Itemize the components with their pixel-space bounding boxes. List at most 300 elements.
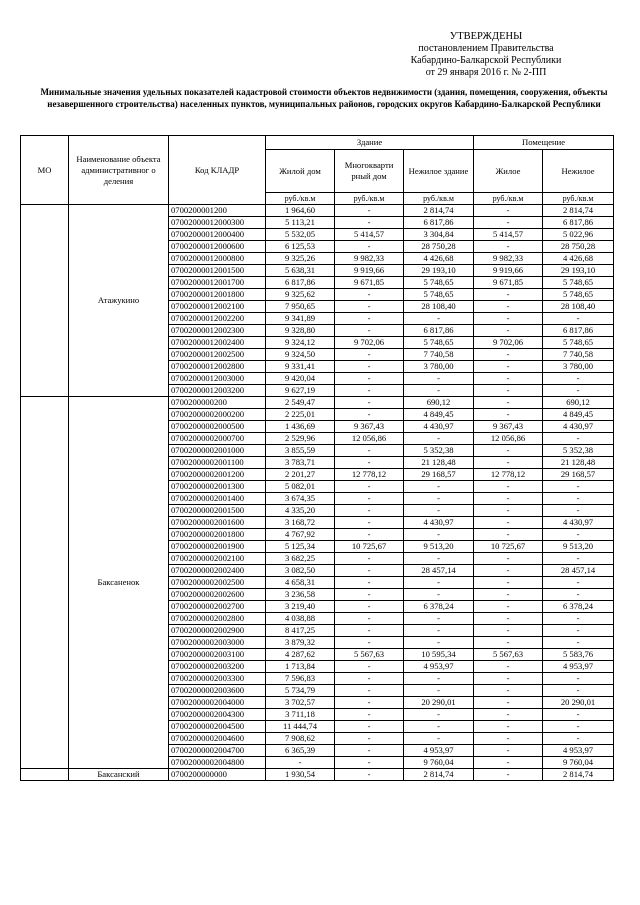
value-cell: - (474, 517, 543, 529)
value-cell: - (474, 217, 543, 229)
value-cell: 9 324,12 (266, 337, 335, 349)
value-cell: 9 982,33 (474, 253, 543, 265)
value-cell: - (404, 637, 474, 649)
kladr-code-cell: 07002000002003200 (169, 661, 266, 673)
kladr-code-cell: 07002000002001500 (169, 505, 266, 517)
value-cell: 29 193,10 (404, 265, 474, 277)
value-cell: - (474, 673, 543, 685)
value-cell: - (335, 385, 404, 397)
value-cell: - (404, 577, 474, 589)
kladr-code-cell: 07002000002001000 (169, 445, 266, 457)
kladr-code-cell: 07002000002004600 (169, 733, 266, 745)
approval-heading: УТВЕРЖДЕНЫ (449, 31, 523, 42)
value-cell: 2 201,27 (266, 469, 335, 481)
value-cell: - (404, 553, 474, 565)
value-cell: - (335, 217, 404, 229)
value-cell: - (474, 493, 543, 505)
value-cell: 6 378,24 (404, 601, 474, 613)
unit-label: руб./кв.м (543, 193, 614, 205)
kladr-code-cell: 07002000002002500 (169, 577, 266, 589)
kladr-code-cell: 07002000002004000 (169, 697, 266, 709)
value-cell: 28 457,14 (404, 565, 474, 577)
kladr-code-cell: 07002000002001200 (169, 469, 266, 481)
value-cell: - (335, 445, 404, 457)
value-cell: - (543, 589, 614, 601)
value-cell: 7 950,65 (266, 301, 335, 313)
value-cell: 5 113,21 (266, 217, 335, 229)
value-cell: 29 193,10 (543, 265, 614, 277)
header-nonresidential-room: Нежилое (543, 150, 614, 193)
value-cell: - (335, 673, 404, 685)
value-cell: 9 324,50 (266, 349, 335, 361)
value-cell: - (335, 697, 404, 709)
mo-cell (21, 397, 69, 769)
value-cell: 12 778,12 (335, 469, 404, 481)
value-cell: 6 817,86 (543, 325, 614, 337)
value-cell: 4 430,97 (404, 517, 474, 529)
approval-line-2: Кабардино-Балкарской Республики (410, 55, 562, 66)
value-cell: - (543, 313, 614, 325)
kladr-code-cell: 07002000002003000 (169, 637, 266, 649)
kladr-code-cell: 07002000012003000 (169, 373, 266, 385)
kladr-code-cell: 07002000002003100 (169, 649, 266, 661)
value-cell: 6 817,86 (543, 217, 614, 229)
value-cell: 3 702,57 (266, 697, 335, 709)
value-cell: 2 814,74 (543, 769, 614, 781)
value-cell: 3 682,25 (266, 553, 335, 565)
value-cell: 5 125,34 (266, 541, 335, 553)
kladr-code-cell: 07002000002004700 (169, 745, 266, 757)
value-cell: - (404, 481, 474, 493)
value-cell: - (404, 505, 474, 517)
value-cell: 9 627,19 (266, 385, 335, 397)
value-cell: 5 748,65 (543, 337, 614, 349)
header-kladr: Код КЛАДР (169, 136, 266, 205)
value-cell: 10 595,34 (404, 649, 474, 661)
value-cell: - (404, 733, 474, 745)
value-cell: 5 734,79 (266, 685, 335, 697)
value-cell: 21 128,48 (543, 457, 614, 469)
table-body (21, 205, 614, 781)
value-cell: - (335, 661, 404, 673)
kladr-code-cell: 07002000012000400 (169, 229, 266, 241)
value-cell: - (404, 685, 474, 697)
value-cell: 2 529,96 (266, 433, 335, 445)
value-cell: 5 352,38 (543, 445, 614, 457)
unit-name-cell: Баксаненок (69, 397, 169, 769)
kladr-code-cell: 07002000012002200 (169, 313, 266, 325)
value-cell: - (474, 745, 543, 757)
value-cell: 3 711,18 (266, 709, 335, 721)
unit-label: руб./кв.м (266, 193, 335, 205)
header-residential-house: Жилой дом (266, 150, 335, 193)
value-cell: - (266, 757, 335, 769)
value-cell: 5 532,05 (266, 229, 335, 241)
value-cell: - (335, 637, 404, 649)
value-cell: - (474, 301, 543, 313)
table-row (21, 769, 614, 781)
unit-label: руб./кв.м (404, 193, 474, 205)
value-cell: - (474, 325, 543, 337)
value-cell: - (335, 313, 404, 325)
value-cell: 28 108,40 (404, 301, 474, 313)
value-cell: 3 780,00 (543, 361, 614, 373)
value-cell: 9 671,85 (474, 277, 543, 289)
value-cell: - (543, 505, 614, 517)
value-cell: 2 225,01 (266, 409, 335, 421)
unit-label: руб./кв.м (335, 193, 404, 205)
kladr-code-cell: 07002000012002800 (169, 361, 266, 373)
kladr-code-cell: 07002000002004500 (169, 721, 266, 733)
value-cell: - (335, 709, 404, 721)
value-cell: 6 817,86 (266, 277, 335, 289)
value-cell: 5 748,65 (543, 277, 614, 289)
value-cell: 5 583,76 (543, 649, 614, 661)
value-cell: - (335, 589, 404, 601)
kladr-code-cell: 0700200000000 (169, 769, 266, 781)
value-cell: - (335, 685, 404, 697)
kladr-code-cell: 07002000002000200 (169, 409, 266, 421)
value-cell: 5 567,63 (335, 649, 404, 661)
value-cell: 11 444,74 (266, 721, 335, 733)
value-cell: - (404, 433, 474, 445)
kladr-code-cell: 07002000002002600 (169, 589, 266, 601)
kladr-code-cell: 07002000002000700 (169, 433, 266, 445)
value-cell: - (335, 733, 404, 745)
value-cell: - (543, 721, 614, 733)
value-cell: 3 780,00 (404, 361, 474, 373)
value-cell: - (335, 373, 404, 385)
value-cell: - (474, 385, 543, 397)
value-cell: 29 168,57 (543, 469, 614, 481)
kladr-code-cell: 07002000002002100 (169, 553, 266, 565)
value-cell: 3 236,58 (266, 589, 335, 601)
value-cell: 3 855,59 (266, 445, 335, 457)
value-cell: 7 596,83 (266, 673, 335, 685)
value-cell: 20 290,01 (404, 697, 474, 709)
value-cell: 4 849,45 (404, 409, 474, 421)
value-cell: - (543, 673, 614, 685)
value-cell: - (474, 481, 543, 493)
value-cell: - (474, 529, 543, 541)
value-cell: - (474, 409, 543, 421)
kladr-code-cell: 07002000012001500 (169, 265, 266, 277)
value-cell: - (543, 553, 614, 565)
value-cell: 9 671,85 (335, 277, 404, 289)
value-cell: 9 420,04 (266, 373, 335, 385)
value-cell: 5 638,31 (266, 265, 335, 277)
header-building-group: Здание (266, 136, 474, 150)
kladr-code-cell: 07002000012002100 (169, 301, 266, 313)
value-cell: 28 750,28 (543, 241, 614, 253)
value-cell: 12 056,86 (474, 433, 543, 445)
value-cell: 5 022,96 (543, 229, 614, 241)
header-room-group: Помещение (474, 136, 614, 150)
kladr-code-cell: 07002000002001300 (169, 481, 266, 493)
value-cell: - (404, 589, 474, 601)
value-cell: 6 817,86 (404, 325, 474, 337)
value-cell: 5 748,65 (404, 337, 474, 349)
value-cell: 9 331,41 (266, 361, 335, 373)
value-cell: 5 748,65 (404, 277, 474, 289)
value-cell: - (335, 529, 404, 541)
value-cell: - (474, 565, 543, 577)
mo-cell (21, 769, 69, 781)
value-cell: 1 436,69 (266, 421, 335, 433)
value-cell: - (335, 769, 404, 781)
value-cell: 9 367,43 (474, 421, 543, 433)
value-cell: - (404, 493, 474, 505)
value-cell: 4 426,68 (404, 253, 474, 265)
kladr-code-cell: 0700200001200 (169, 205, 266, 217)
value-cell: - (404, 613, 474, 625)
value-cell: - (474, 361, 543, 373)
value-cell: - (474, 553, 543, 565)
value-cell: - (474, 769, 543, 781)
value-cell: - (474, 577, 543, 589)
value-cell: 1 930,54 (266, 769, 335, 781)
value-cell: - (543, 373, 614, 385)
value-cell: 20 290,01 (543, 697, 614, 709)
value-cell: - (474, 721, 543, 733)
value-cell: - (543, 625, 614, 637)
value-cell: 4 953,97 (404, 661, 474, 673)
value-cell: 4 426,68 (543, 253, 614, 265)
value-cell: 9 325,26 (266, 253, 335, 265)
value-cell: 4 849,45 (543, 409, 614, 421)
value-cell: - (474, 205, 543, 217)
value-cell: - (474, 397, 543, 409)
kladr-code-cell: 07002000002002800 (169, 613, 266, 625)
value-cell: - (335, 325, 404, 337)
kladr-code-cell: 07002000002001400 (169, 493, 266, 505)
value-cell: 9 919,66 (335, 265, 404, 277)
value-cell: - (335, 493, 404, 505)
kladr-code-cell: 07002000002001600 (169, 517, 266, 529)
kladr-code-cell: 07002000002003300 (169, 673, 266, 685)
value-cell: - (543, 577, 614, 589)
value-cell: - (335, 205, 404, 217)
header-apartment-building: Многокварти рный дом (335, 150, 404, 193)
unit-name-cell: Баксанский (69, 769, 169, 781)
value-cell: 5 082,01 (266, 481, 335, 493)
value-cell: - (474, 289, 543, 301)
header-residential-room: Жилое (474, 150, 543, 193)
value-cell: 10 725,67 (335, 541, 404, 553)
value-cell: - (474, 709, 543, 721)
value-cell: 4 038,88 (266, 613, 335, 625)
value-cell: 9 513,20 (404, 541, 474, 553)
value-cell: - (335, 397, 404, 409)
value-cell: - (335, 361, 404, 373)
value-cell: - (474, 625, 543, 637)
value-cell: - (474, 685, 543, 697)
mo-cell (21, 205, 69, 397)
header-unit-name: Наименование объекта административног о деления (69, 136, 169, 205)
value-cell: 3 168,72 (266, 517, 335, 529)
value-cell: - (335, 553, 404, 565)
value-cell: 4 953,97 (543, 661, 614, 673)
unit-name-cell: Атажукино (69, 205, 169, 397)
value-cell: - (474, 313, 543, 325)
value-cell: 21 128,48 (404, 457, 474, 469)
header-mo: МО (21, 136, 69, 205)
value-cell: 7 740,58 (404, 349, 474, 361)
value-cell: 1 713,84 (266, 661, 335, 673)
value-cell: - (335, 757, 404, 769)
value-cell: - (474, 601, 543, 613)
value-cell: 4 953,97 (543, 745, 614, 757)
value-cell: 12 778,12 (474, 469, 543, 481)
kladr-code-cell: 07002000002004800 (169, 757, 266, 769)
value-cell: 29 168,57 (404, 469, 474, 481)
table-row (21, 205, 614, 217)
value-cell: - (543, 385, 614, 397)
value-cell: - (335, 625, 404, 637)
value-cell: 28 108,40 (543, 301, 614, 313)
table-row (21, 397, 614, 409)
value-cell: 9 367,43 (335, 421, 404, 433)
value-cell: - (335, 457, 404, 469)
document-title: Минимальные значения удельных показателей кадастровой стоимости объектов недвижимости (здания, помещения, сооружения, объекты незавершенного строительства) населенных пунктов, муниципальных районов, городских округов Кабардино-Балкарской Республики (40, 87, 608, 109)
approval-line-1: постановлением Правительства (418, 43, 554, 54)
value-cell: 4 335,20 (266, 505, 335, 517)
kladr-code-cell: 07002000002003600 (169, 685, 266, 697)
value-cell: 6 125,53 (266, 241, 335, 253)
value-cell: - (335, 721, 404, 733)
value-cell: 5 352,38 (404, 445, 474, 457)
kladr-code-cell: 07002000012000600 (169, 241, 266, 253)
value-cell: - (404, 385, 474, 397)
value-cell: - (543, 529, 614, 541)
value-cell: 28 750,28 (404, 241, 474, 253)
kladr-code-cell: 07002000002004300 (169, 709, 266, 721)
kladr-code-cell: 07002000002001900 (169, 541, 266, 553)
value-cell: - (474, 505, 543, 517)
value-cell: - (543, 493, 614, 505)
value-cell: 5 414,57 (335, 229, 404, 241)
value-cell: - (335, 517, 404, 529)
value-cell: 9 513,20 (543, 541, 614, 553)
value-cell: 9 702,06 (335, 337, 404, 349)
value-cell: 4 430,97 (543, 517, 614, 529)
value-cell: 3 219,40 (266, 601, 335, 613)
value-cell: - (335, 289, 404, 301)
value-cell: 1 964,60 (266, 205, 335, 217)
value-cell: - (404, 529, 474, 541)
value-cell: - (543, 433, 614, 445)
value-cell: - (474, 697, 543, 709)
value-cell: 6 817,86 (404, 217, 474, 229)
value-cell: - (543, 481, 614, 493)
value-cell: - (474, 589, 543, 601)
kladr-code-cell: 07002000012000300 (169, 217, 266, 229)
value-cell: 3 304,84 (404, 229, 474, 241)
value-cell: - (543, 709, 614, 721)
value-cell: - (474, 613, 543, 625)
value-cell: 10 725,67 (474, 541, 543, 553)
kladr-code-cell: 07002000002000500 (169, 421, 266, 433)
value-cell: - (543, 613, 614, 625)
value-cell: 7 740,58 (543, 349, 614, 361)
value-cell: 4 430,97 (404, 421, 474, 433)
value-cell: 9 325,62 (266, 289, 335, 301)
value-cell: 690,12 (543, 397, 614, 409)
value-cell: 2 814,74 (404, 205, 474, 217)
value-cell: 5 567,63 (474, 649, 543, 661)
value-cell: - (404, 313, 474, 325)
value-cell: 28 457,14 (543, 565, 614, 577)
kladr-code-cell: 07002000012003200 (169, 385, 266, 397)
value-cell: 9 760,04 (543, 757, 614, 769)
value-cell: - (543, 637, 614, 649)
value-cell: 3 082,50 (266, 565, 335, 577)
kladr-code-cell: 07002000012001800 (169, 289, 266, 301)
value-cell: 7 908,62 (266, 733, 335, 745)
value-cell: - (335, 577, 404, 589)
value-cell: - (335, 301, 404, 313)
kladr-code-cell: 07002000002001800 (169, 529, 266, 541)
kladr-code-cell: 07002000012002500 (169, 349, 266, 361)
value-cell: 9 760,04 (404, 757, 474, 769)
value-cell: 4 658,31 (266, 577, 335, 589)
value-cell: 5 414,57 (474, 229, 543, 241)
value-cell: 4 430,97 (543, 421, 614, 433)
value-cell: 9 702,06 (474, 337, 543, 349)
value-cell: 9 982,33 (335, 253, 404, 265)
value-cell: 9 919,66 (474, 265, 543, 277)
kladr-code-cell: 0700200000200 (169, 397, 266, 409)
value-cell: - (335, 241, 404, 253)
kladr-code-cell: 07002000012001700 (169, 277, 266, 289)
value-cell: 3 674,35 (266, 493, 335, 505)
value-cell: 6 365,39 (266, 745, 335, 757)
value-cell: 9 341,89 (266, 313, 335, 325)
value-cell: 2 549,47 (266, 397, 335, 409)
kladr-code-cell: 07002000002002400 (169, 565, 266, 577)
value-cell: - (335, 505, 404, 517)
value-cell: 6 378,24 (543, 601, 614, 613)
unit-label: руб./кв.м (474, 193, 543, 205)
kladr-code-cell: 07002000002002900 (169, 625, 266, 637)
value-cell: 2 814,74 (543, 205, 614, 217)
value-cell: 5 748,65 (543, 289, 614, 301)
value-cell: - (474, 757, 543, 769)
value-cell: 4 287,62 (266, 649, 335, 661)
value-cell: 2 814,74 (404, 769, 474, 781)
value-cell: - (543, 733, 614, 745)
value-cell: - (474, 637, 543, 649)
header-nonresidential-building: Нежилое здание (404, 150, 474, 193)
value-cell: - (404, 709, 474, 721)
value-cell: - (474, 349, 543, 361)
value-cell: - (404, 625, 474, 637)
value-cell: 3 879,32 (266, 637, 335, 649)
value-cell: 4 767,92 (266, 529, 335, 541)
value-cell: - (335, 613, 404, 625)
value-cell: 5 748,65 (404, 289, 474, 301)
value-cell: - (474, 733, 543, 745)
value-cell: - (335, 409, 404, 421)
approval-block (386, 31, 586, 79)
value-cell: - (474, 241, 543, 253)
kladr-code-cell: 07002000012002300 (169, 325, 266, 337)
value-cell: - (335, 481, 404, 493)
value-cell: 9 328,80 (266, 325, 335, 337)
kladr-code-cell: 07002000002001100 (169, 457, 266, 469)
value-cell: - (335, 601, 404, 613)
value-cell: - (543, 685, 614, 697)
